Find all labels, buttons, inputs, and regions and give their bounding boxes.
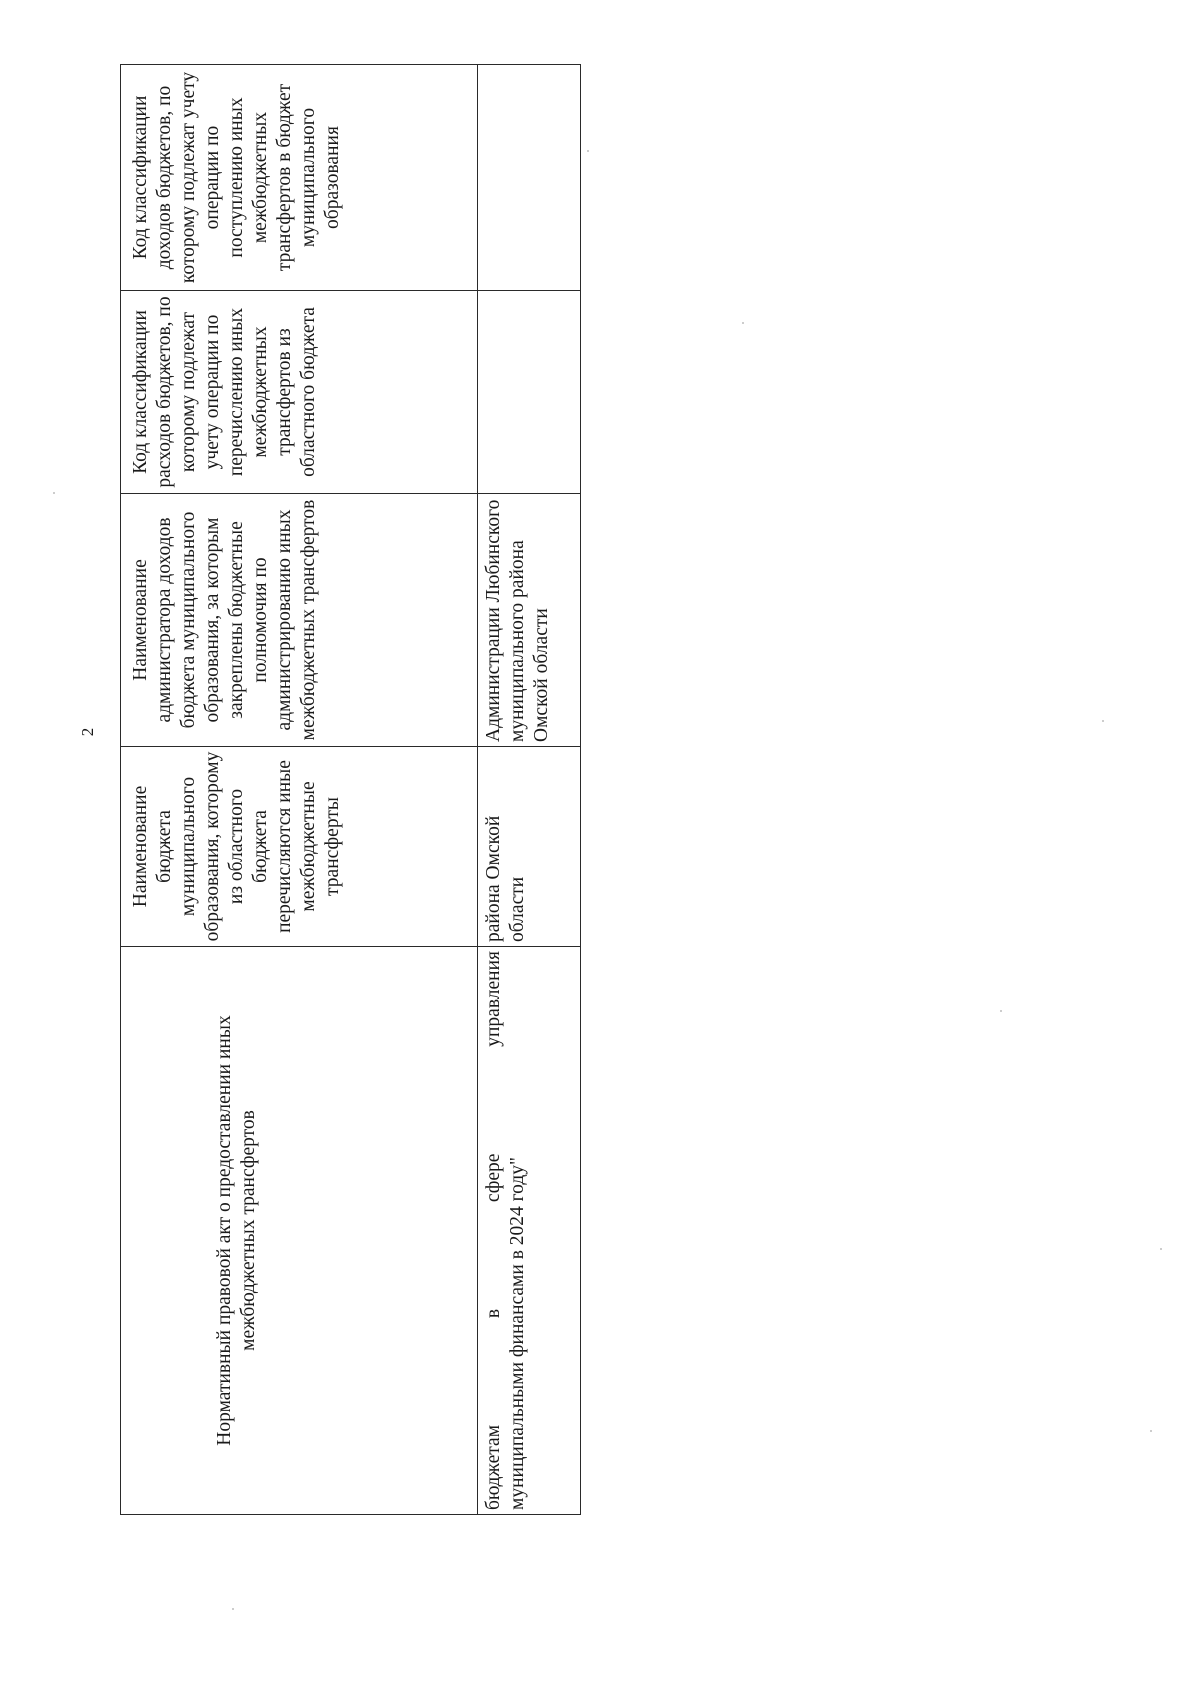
table-header-row bbox=[121, 65, 478, 1515]
header-legal-act: Нормативный правовой акт о предоставлении иных межбюджетных трансфертов bbox=[121, 947, 478, 1515]
cell-expense-code bbox=[478, 291, 581, 494]
scan-speck bbox=[1150, 1430, 1152, 1432]
header-budget-name: Наименование бюджета муниципального образования, которому из областного бюджета перечисляются иные межбюджетные трансферты bbox=[121, 747, 478, 947]
cell-legal-act bbox=[478, 947, 581, 1515]
header-administrator: Наименование администратора доходов бюджета муниципального образования, за которым закреплены бюджетные полномочия по администрированию иных межбюджетных трансфертов bbox=[121, 494, 478, 747]
rotated-content bbox=[78, 65, 552, 1515]
page-number: 2 bbox=[78, 727, 97, 737]
cell-administrator: Администрации Любинского муниципального района Омской области bbox=[478, 494, 581, 747]
legal-act-line-2: муниципальными финансами в 2024 году" bbox=[506, 1157, 528, 1510]
scan-speck bbox=[1160, 1248, 1162, 1250]
cell-income-code bbox=[478, 65, 581, 291]
cell-budget-name: района Омской области bbox=[478, 747, 581, 947]
scan-speck bbox=[1102, 720, 1104, 722]
scan-speck bbox=[232, 1608, 234, 1610]
header-income-code: Код классификации доходов бюджетов, по которому подлежат учету операции по поступлению иных межбюджетных трансфертов в бюджет муниципального образования bbox=[121, 65, 478, 291]
legal-act-line-1: бюджетам в сфере управления bbox=[483, 951, 504, 1510]
scan-speck bbox=[1000, 1010, 1002, 1012]
scan-speck bbox=[742, 322, 744, 324]
table-row bbox=[478, 65, 581, 1515]
header-expense-code: Код классификации расходов бюджетов, по которому подлежат учету операции по перечислению иных межбюджетных трансфертов из областного бюджета bbox=[121, 291, 478, 494]
scan-speck bbox=[587, 150, 589, 152]
transfers-table bbox=[120, 64, 581, 1515]
scan-speck bbox=[53, 492, 55, 494]
